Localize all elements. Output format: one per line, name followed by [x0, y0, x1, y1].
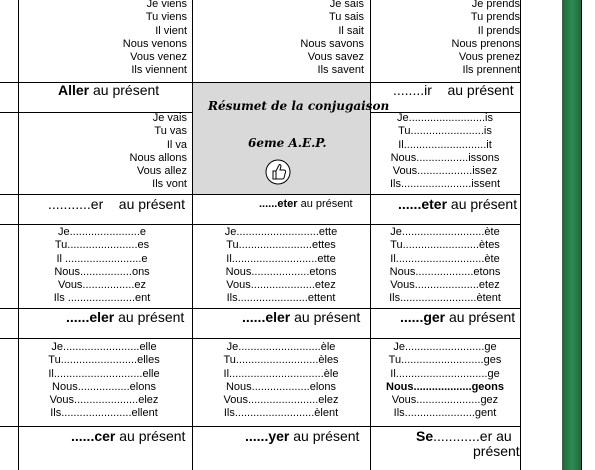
- verb-name: ......yer: [245, 428, 290, 444]
- verb-name: ......eler: [242, 309, 291, 325]
- tense-label: ............er au: [433, 428, 512, 444]
- summary-title: Résumet de la conjugaison: [208, 99, 390, 113]
- tense-label: au présent: [447, 82, 514, 98]
- heading-ir: [393, 82, 514, 98]
- conj-line: Vous.....................gez: [391, 394, 499, 407]
- conj-line: Nous...................etons: [225, 265, 337, 278]
- heading-se-er: [416, 428, 512, 444]
- conj-line: Nous allons: [129, 151, 187, 164]
- conj-line: Ils.......................ellent: [50, 407, 158, 420]
- conj-line: Nous.................ons: [54, 265, 150, 278]
- conj-line: Ils ......................ent: [53, 292, 151, 305]
- verb-name: Aller: [58, 82, 90, 98]
- conj-line: Il.............................elle: [48, 367, 160, 380]
- heading-aller: [58, 82, 159, 98]
- conj-line: Je sais: [329, 0, 364, 10]
- conj-line: Je.......................e: [57, 226, 147, 238]
- conj-line: Vous.....................etez: [390, 279, 500, 292]
- conj-line: Tu........................is: [398, 125, 492, 138]
- conj-line: Il............................ette: [226, 252, 336, 265]
- conj-line: Je...........................èle: [226, 341, 336, 353]
- verb-name: Se: [416, 428, 434, 444]
- conj-line: Il sait: [338, 24, 364, 37]
- conj-ger: [372, 341, 518, 421]
- grid-line: [18, 0, 19, 470]
- conj-line: Vous savez: [307, 51, 364, 64]
- conj-line: Il vient: [155, 24, 187, 37]
- conj-line: Je.........................is: [397, 112, 493, 124]
- conj-line: Ils savent: [317, 64, 364, 77]
- conj-line: Tu...........................èles: [223, 354, 339, 367]
- verb-name: ......eler: [66, 309, 115, 325]
- class-label: 6eme A.E.P.: [248, 136, 327, 150]
- conj-line: Vous.....................etez: [226, 279, 336, 292]
- tense-label: au présent: [118, 196, 185, 212]
- conj-line: Vous.......................elez: [223, 394, 339, 407]
- conj-aller: [20, 112, 187, 192]
- tense-label: au présent: [115, 428, 186, 444]
- conj-line: Tu viens: [145, 11, 187, 24]
- conj-line: Vous prenez: [458, 51, 520, 64]
- conj-eler-elle: [22, 341, 186, 421]
- conj-line: Vous.....................elez: [49, 394, 159, 407]
- conj-line: Tu........................ettes: [226, 239, 336, 252]
- conj-line: Tu.......................es: [54, 239, 150, 252]
- conj-line: Tu.........................ètes: [390, 239, 500, 252]
- tense-label: au présent: [447, 196, 518, 212]
- conj-line: Je prends: [471, 0, 520, 10]
- tense-label: au présent: [89, 82, 160, 98]
- grid-line: [0, 194, 521, 195]
- conj-line: Tu vas: [154, 125, 187, 138]
- conj-line: Il prends: [477, 24, 520, 37]
- conj-line: Tu sais: [328, 11, 364, 24]
- conj-line: Ils.........................ètent: [389, 292, 501, 305]
- conj-line: Il...........................it: [398, 138, 492, 151]
- conj-line: Tu prends: [470, 11, 520, 24]
- verb-name: ......cer: [71, 428, 116, 444]
- conj-line: Nous...................etons: [389, 265, 501, 278]
- conj-line: Tu.........................elles: [48, 354, 160, 367]
- heading-cer: [71, 428, 185, 444]
- conj-line: Je vais: [152, 112, 187, 124]
- conj-line: Tu...........................ges: [388, 354, 502, 367]
- heading-ger: [400, 309, 515, 325]
- grid-line: [0, 338, 521, 339]
- verb-name: ...........er: [48, 196, 104, 212]
- verb-name: ......eter: [259, 198, 298, 210]
- conj-line: Il .........................e: [56, 252, 148, 265]
- conj-line: Il.............................ète: [390, 252, 500, 265]
- tense-label: au présent: [297, 198, 353, 210]
- conj-line: Ils.......................issent: [389, 178, 501, 191]
- conj-line: Je...........................ette: [224, 226, 338, 238]
- tense-label: au présent: [290, 309, 361, 325]
- conj-line: Je viens: [146, 0, 187, 10]
- conj-line: Nous.................issons: [390, 151, 500, 164]
- conj-line: Il va: [166, 138, 187, 151]
- conj-prendre: [372, 0, 520, 78]
- verb-name: ........ir: [393, 82, 432, 98]
- conj-line: Ils..........................èlent: [223, 407, 339, 420]
- thumbs-up-icon: [265, 159, 291, 185]
- grid-line: [0, 426, 521, 427]
- conj-line: Je..........................ge: [393, 341, 497, 353]
- conj-line: Ils.......................ettent: [226, 292, 336, 305]
- heading-eler-2: [242, 309, 360, 325]
- conj-line: Il..............................ge: [390, 367, 500, 380]
- grid-line: [370, 0, 371, 470]
- side-stripe: [563, 0, 581, 470]
- tense-label: présent: [473, 443, 520, 459]
- conj-eter-ette: [196, 226, 366, 306]
- conj-line: Je...........................ète: [390, 226, 500, 238]
- grid-line: [192, 0, 193, 470]
- conj-line: Ils vont: [152, 178, 187, 191]
- heading-eter-1: [259, 196, 353, 212]
- conj-line: Vous venez: [130, 51, 187, 64]
- verb-name: ......eter: [398, 196, 448, 212]
- conj-line: Ils viennent: [131, 64, 187, 77]
- grid-line: [0, 224, 521, 225]
- heading-er: [48, 196, 185, 212]
- tense-label: au présent: [289, 428, 360, 444]
- conj-line: Nous...................elons: [225, 380, 337, 393]
- conj-line: Nous venons: [122, 37, 187, 50]
- heading-eler-1: [66, 309, 184, 325]
- conj-line: Nous prenons: [451, 37, 520, 50]
- tense-label: au présent: [114, 309, 185, 325]
- conj-line: Vous..................issez: [392, 165, 498, 178]
- conj-line: Ils.......................gent: [393, 407, 497, 420]
- tense-label: au présent: [445, 309, 516, 325]
- heading-yer: [245, 428, 359, 444]
- conj-savoir: [194, 0, 364, 78]
- grid-line: [520, 0, 521, 470]
- heading-eter-2: [398, 196, 517, 212]
- conj-line: Vous.................ez: [57, 279, 147, 292]
- conj-line: Je.........................elle: [51, 341, 157, 353]
- conj-line: Ils prennent: [462, 64, 520, 77]
- conj-venir: [20, 0, 187, 78]
- conj-er: [22, 226, 182, 306]
- verb-name: ......ger: [400, 309, 446, 325]
- page-edge: [581, 0, 582, 470]
- conj-line: Nous savons: [300, 37, 364, 50]
- conj-ir: [372, 112, 518, 192]
- summary-title-box: [193, 83, 390, 194]
- conj-line: Il...............................èle: [223, 367, 339, 380]
- conj-eler-ele: [196, 341, 366, 421]
- conj-line: Nous.................elons: [52, 380, 156, 393]
- conj-line: Vous allez: [136, 165, 187, 178]
- conj-eter-ete: [372, 226, 518, 306]
- conj-line: Nous...................geons: [386, 380, 504, 393]
